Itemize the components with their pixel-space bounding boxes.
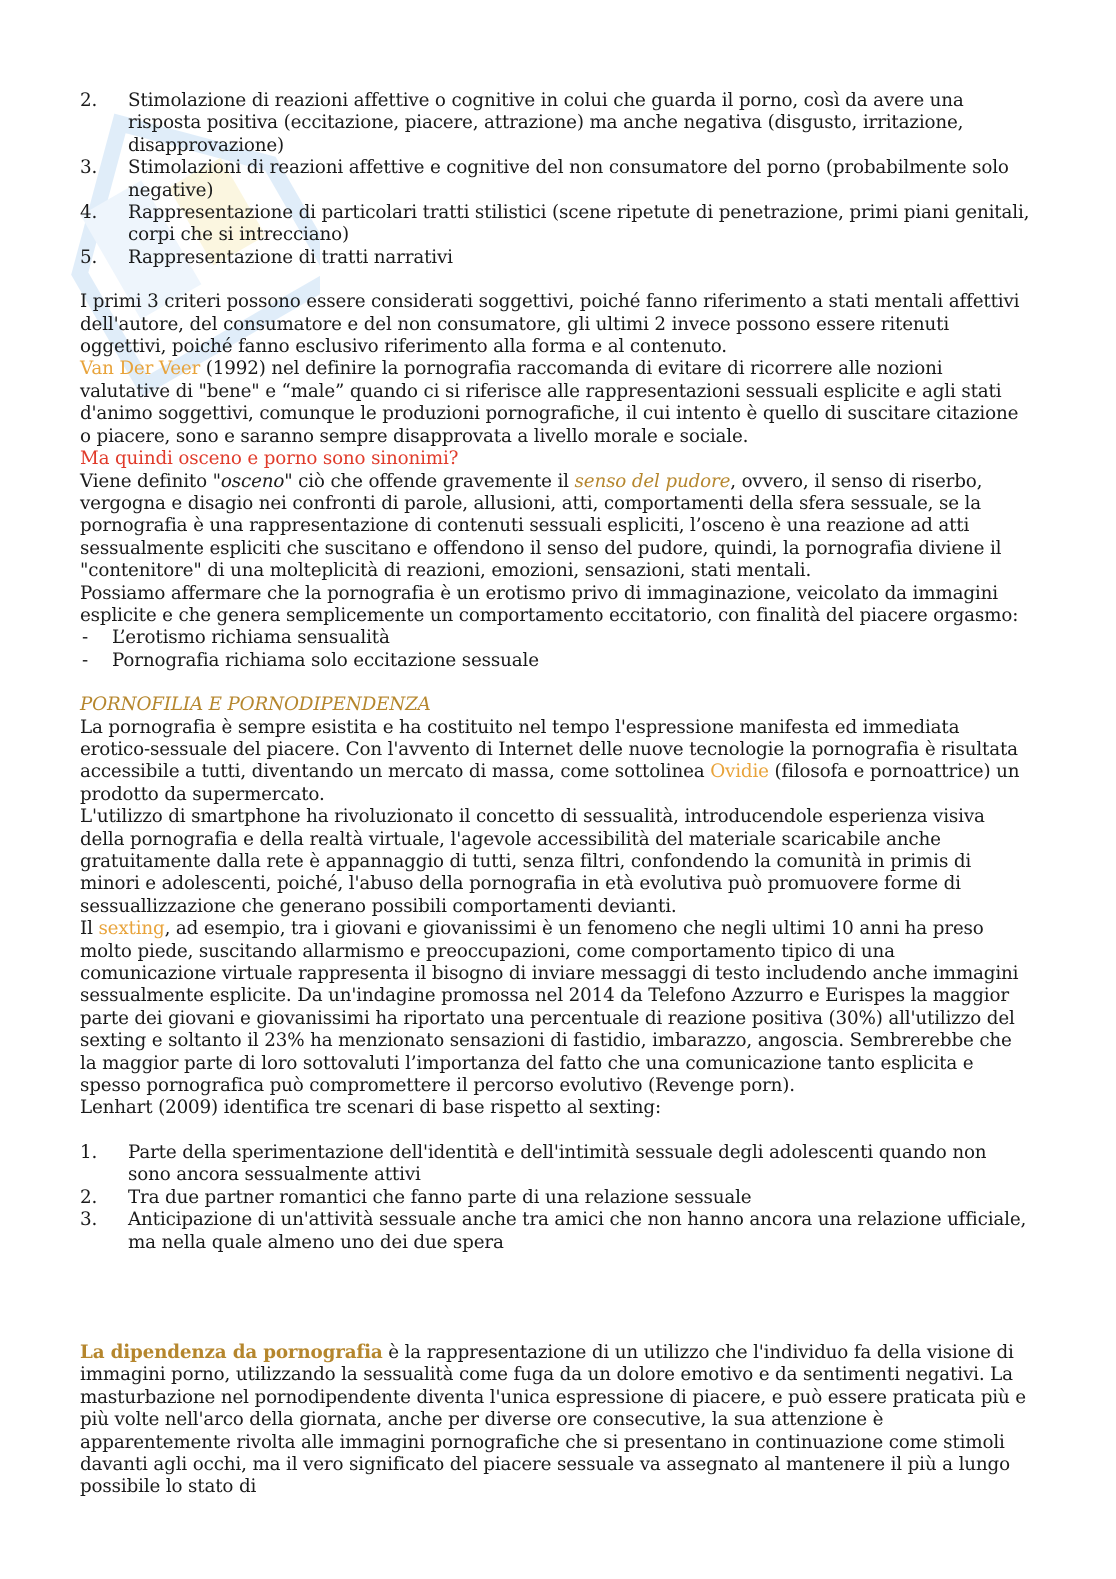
list-item: 3. Anticipazione di un'attività sessuale anche tra amici che non hanno ancora una relazione ufficiale, ma nella quale almeno uno dei due spera bbox=[80, 1209, 1027, 1253]
paragraph-erotismo: Possiamo affermare che la pornografia è un erotismo privo di immaginazione, veicolato da immagini esplicite e che genera semplicemente un comportamento eccitatorio, con finalità del piacere orgasmo: bbox=[80, 582, 1019, 626]
list-item: 3. Stimolazioni di reazioni affettive e cognitive del non consumatore del porno (probabilmente solo negative) bbox=[80, 157, 1009, 201]
list-item: 1. Parte della sperimentazione dell'identità e dell'intimità sessuale degli adolescenti quando non sono ancora sessualmente attivi bbox=[80, 1141, 987, 1186]
paragraph-lenhart: Lenhart (2009) identifica tre scenari di base rispetto al sexting: bbox=[80, 1097, 661, 1119]
author-name: Van Der Veer bbox=[80, 358, 201, 380]
question-heading: Ma quindi osceno e porno sono sinonimi? bbox=[80, 448, 459, 470]
list-item: - L’erotismo richiama sensualità bbox=[82, 627, 390, 649]
paragraph-internet: La pornografia è sempre esistita e ha costituito nel tempo l'espressione manifesta ed immediata erotico-sessuale del piacere. Con l'avvento di Internet delle nuove tecnologie la pornografia è risultata accessibile a tutti, diventando un mercato di massa, come sottolinea Ovidie (filosofa e pornoattrice) un prodotto da supermercato. bbox=[80, 716, 1020, 805]
author-name: Ovidie bbox=[710, 761, 769, 783]
paragraph-sexting: Il sexting, ad esempio, tra i giovani e giovanissimi è un fenomeno che negli ultimi 10 anni ha preso molto piede, suscitando allarmismo e preoccupazioni, come comportamento tipico di una comunicazione virtuale rappresenta il bisogno di inviare messaggi di testo includendo anche immagini sessualmente esplicite. Da un'indagine promossa nel 2014 da Telefono Azzurro e Eurispes la maggior parte dei giovani e giovanissimi ha riportato una percentuale di reazione positiva (30%) all'utilizzo del sexting e soltanto il 23% ha menzionato sensazioni di fastidio, imbarazzo, angoscia. Sembrerebbe che la maggior parte di loro sottovaluti l’importanza del fatto che una comunicazione tanto esplicita e spesso pornografica può compromettere il percorso evolutivo (Revenge porn). bbox=[80, 918, 1019, 1097]
term-dipendenza: La dipendenza da pornografia bbox=[80, 1341, 383, 1363]
section-heading: PORNOFILIA E PORNODIPENDENZA bbox=[80, 694, 431, 716]
document-page bbox=[80, 90, 1030, 1499]
term-senso-pudore: senso del pudore bbox=[574, 470, 731, 492]
list-item: - Pornografia richiama solo eccitazione sessuale bbox=[82, 649, 539, 671]
list-item: 4. Rappresentazione di particolari tratti stilistici (scene ripetute di penetrazione, primi piani genitali, corpi che si intrecciano) bbox=[80, 202, 1030, 246]
list-item: 2. Stimolazione di reazioni affettive o cognitive in colui che guarda il porno, così da avere una risposta positiva (eccitazione, piacere, attrazione) ma anche negativa (disgusto, irritazione, disapprovazione) bbox=[80, 90, 964, 156]
paragraph-van-der-veer: Van Der Veer (1992) nel definire la pornografia raccomanda di evitare di ricorrere alle nozioni valutative di "bene" e “male” quando ci si riferisce alle rappresentazioni sessuali esplicite e agli stati d'animo soggettivi, comunque le produzioni pornografiche, il cui intento è quello di suscitare citazione o piacere, sono e saranno sempre disapprovata a livello morale e sociale. bbox=[80, 358, 1019, 447]
scenarios-list bbox=[80, 1142, 1030, 1254]
paragraph-smartphone: L'utilizzo di smartphone ha rivoluzionato il concetto di sessualità, introducendole esperienza visiva della pornografia e della realtà virtuale, l'agevole accessibilità del materiale scaricabile anche gratuitamente dalla rete è appannaggio di tutti, senza filtri, confondendo la comunità in primis di minori e adolescenti, poiché, l'abuso della pornografia in età evolutiva può promuovere forme di sessuallizzazione che generano possibili comportamenti devianti. bbox=[80, 806, 985, 917]
list-item: 5. Rappresentazione di tratti narrativi bbox=[80, 246, 453, 268]
criteria-list bbox=[80, 90, 1030, 269]
list-item: 2. Tra due partner romantici che fanno parte di una relazione sessuale bbox=[80, 1186, 752, 1208]
dash-list bbox=[80, 627, 1030, 672]
paragraph-dipendenza: La dipendenza da pornografia è la rappresentazione di un utilizzo che l'individuo fa della visione di immagini porno, utilizzando la sessualità come fuga da un dolore emotivo e da sentimenti negativi. La masturbazione nel pornodipendente diventa l'unica espressione di piacere, e può essere praticata più e più volte nell'arco della giornata, anche per diverse ore consecutive, la sua attenzione è apparentemente rivolta alle immagini pornografiche che si presentano in continuazione come stimoli davanti agli occhi, ma il vero significato del piacere sessuale va assegnato al mantenere il più a lungo possibile lo stato di bbox=[80, 1341, 1026, 1498]
paragraph-criteria: I primi 3 criteri possono essere considerati soggettivi, poiché fanno riferimento a stati mentali affettivi dell'autore, del consumatore e del non consumatore, gli ultimi 2 invece possono essere ritenuti oggettivi, poiché fanno esclusivo riferimento alla forma e al contenuto. bbox=[80, 291, 1020, 358]
term-sexting: sexting bbox=[98, 918, 165, 940]
paragraph-osceno: Viene definito "osceno" ciò che offende gravemente il senso del pudore, ovvero, il senso di riserbo, vergogna e disagio nei confronti di parole, allusioni, atti, comportamenti della sfera sessuale, se la pornografia è una rappresentazione di contenuti sessuali espliciti, l’osceno è una reazione ad atti sessualmente espliciti che suscitano e offendono il senso del pudore, quindi, la pornografia diviene il "contenitore" di una molteplicità di reazioni, emozioni, sensazioni, stati mentali. bbox=[80, 470, 1002, 582]
